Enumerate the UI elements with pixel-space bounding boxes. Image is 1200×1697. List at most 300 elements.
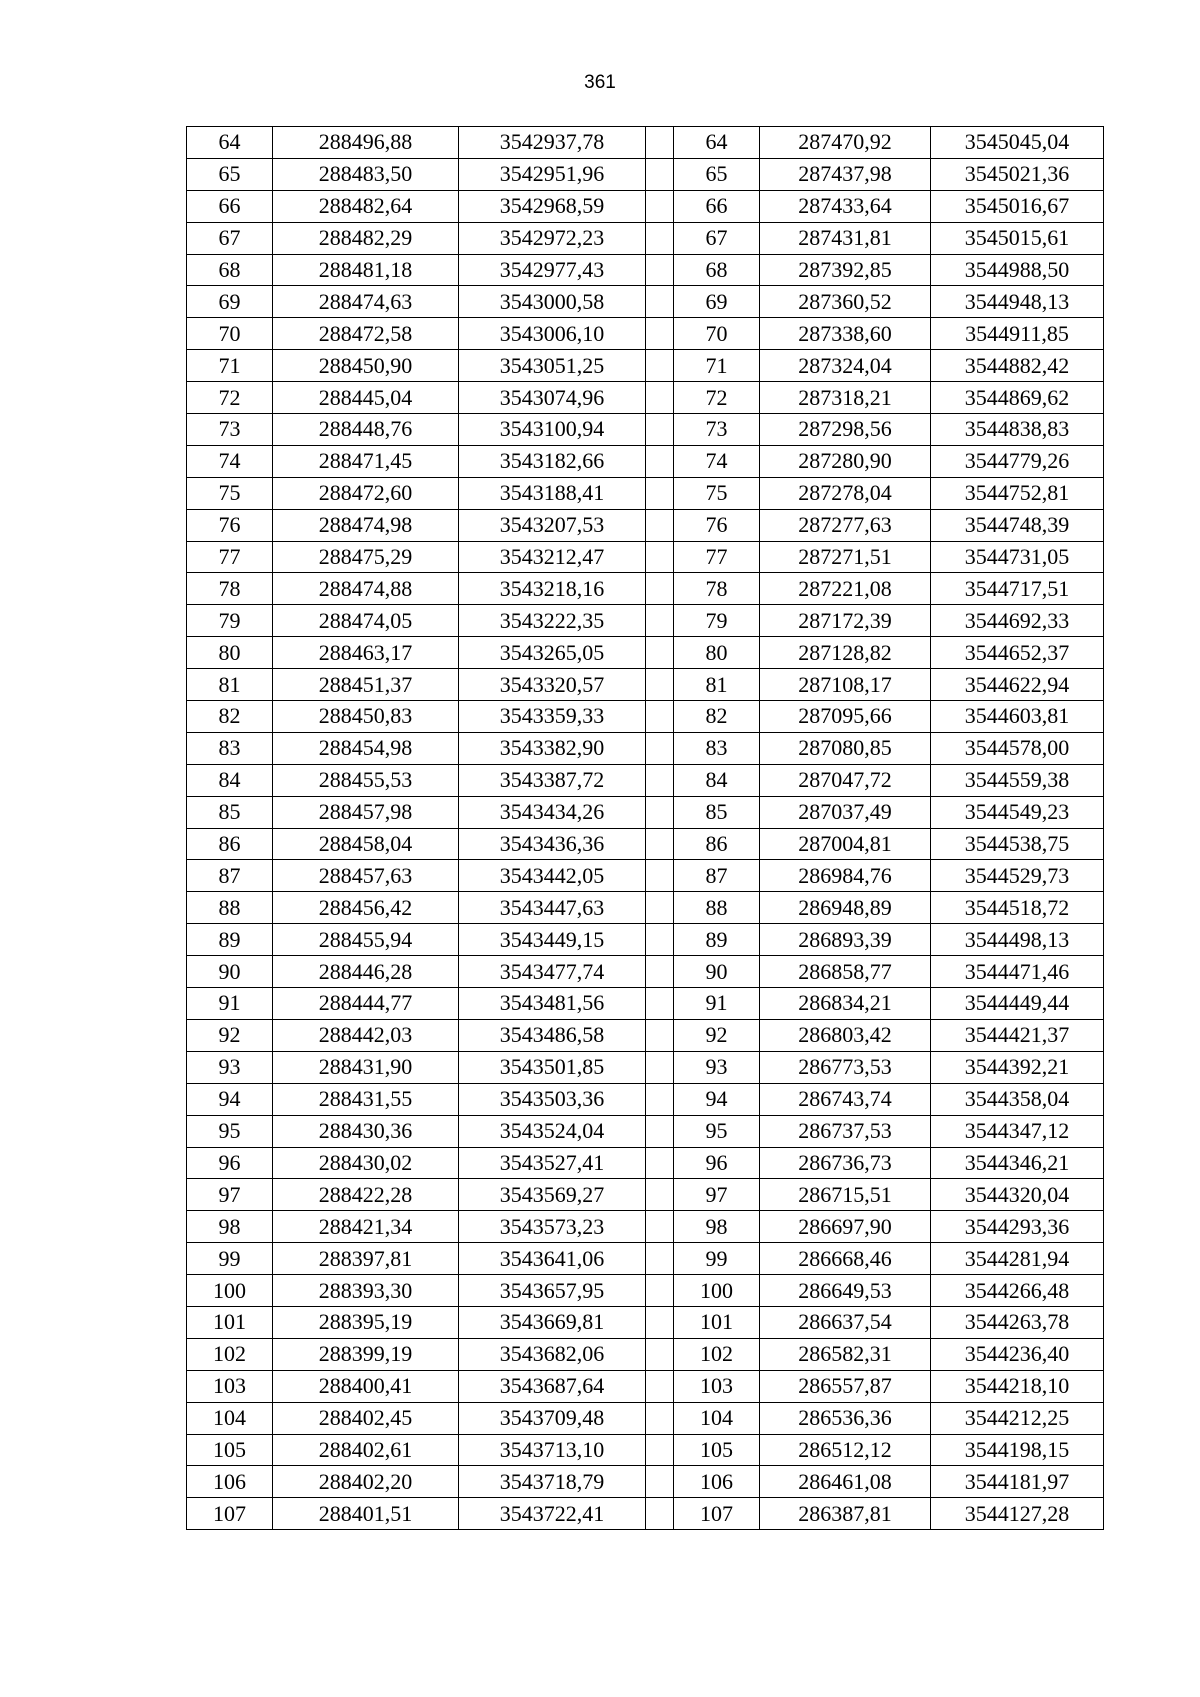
left-point-number-cell: 71 — [187, 350, 273, 382]
right-point-number-cell: 87 — [674, 860, 760, 892]
right-x-coordinate-cell: 286536,36 — [760, 1402, 931, 1434]
right-x-coordinate-cell: 287318,21 — [760, 382, 931, 414]
left-y-coordinate-cell: 3543722,41 — [459, 1498, 646, 1530]
right-y-coordinate-cell: 3545015,61 — [931, 222, 1104, 254]
right-y-coordinate-cell: 3544882,42 — [931, 350, 1104, 382]
right-point-number-cell: 76 — [674, 509, 760, 541]
right-y-coordinate-cell: 3544549,23 — [931, 796, 1104, 828]
left-x-coordinate-cell: 288395,19 — [273, 1306, 459, 1338]
right-x-coordinate-cell: 286387,81 — [760, 1498, 931, 1530]
left-point-number-cell: 76 — [187, 509, 273, 541]
left-point-number-cell: 65 — [187, 158, 273, 190]
separator-cell — [646, 637, 674, 669]
right-x-coordinate-cell: 287278,04 — [760, 477, 931, 509]
right-y-coordinate-cell: 3544293,36 — [931, 1211, 1104, 1243]
left-y-coordinate-cell: 3543212,47 — [459, 541, 646, 573]
right-y-coordinate-cell: 3544988,50 — [931, 254, 1104, 286]
right-point-number-cell: 99 — [674, 1243, 760, 1275]
right-point-number-cell: 75 — [674, 477, 760, 509]
left-x-coordinate-cell: 288455,94 — [273, 924, 459, 956]
right-y-coordinate-cell: 3544559,38 — [931, 764, 1104, 796]
table-row — [187, 892, 1104, 924]
separator-cell — [646, 1243, 674, 1275]
right-y-coordinate-cell: 3544911,85 — [931, 318, 1104, 350]
right-y-coordinate-cell: 3544198,15 — [931, 1434, 1104, 1466]
left-y-coordinate-cell: 3543524,04 — [459, 1115, 646, 1147]
table-row — [187, 318, 1104, 350]
right-y-coordinate-cell: 3545021,36 — [931, 158, 1104, 190]
right-y-coordinate-cell: 3545016,67 — [931, 190, 1104, 222]
right-x-coordinate-cell: 286773,53 — [760, 1051, 931, 1083]
separator-cell — [646, 573, 674, 605]
left-point-number-cell: 82 — [187, 701, 273, 733]
left-x-coordinate-cell: 288475,29 — [273, 541, 459, 573]
left-y-coordinate-cell: 3543527,41 — [459, 1147, 646, 1179]
right-point-number-cell: 83 — [674, 732, 760, 764]
separator-cell — [646, 1466, 674, 1498]
right-x-coordinate-cell: 287433,64 — [760, 190, 931, 222]
table-row — [187, 1211, 1104, 1243]
left-y-coordinate-cell: 3543218,16 — [459, 573, 646, 605]
right-x-coordinate-cell: 287095,66 — [760, 701, 931, 733]
left-x-coordinate-cell: 288393,30 — [273, 1275, 459, 1307]
right-y-coordinate-cell: 3544692,33 — [931, 605, 1104, 637]
right-y-coordinate-cell: 3544212,25 — [931, 1402, 1104, 1434]
right-point-number-cell: 86 — [674, 828, 760, 860]
left-point-number-cell: 75 — [187, 477, 273, 509]
left-x-coordinate-cell: 288450,83 — [273, 701, 459, 733]
right-point-number-cell: 93 — [674, 1051, 760, 1083]
right-y-coordinate-cell: 3544529,73 — [931, 860, 1104, 892]
left-x-coordinate-cell: 288481,18 — [273, 254, 459, 286]
left-x-coordinate-cell: 288454,98 — [273, 732, 459, 764]
left-point-number-cell: 83 — [187, 732, 273, 764]
left-point-number-cell: 80 — [187, 637, 273, 669]
left-y-coordinate-cell: 3543051,25 — [459, 350, 646, 382]
table-row — [187, 286, 1104, 318]
left-y-coordinate-cell: 3543188,41 — [459, 477, 646, 509]
left-x-coordinate-cell: 288430,02 — [273, 1147, 459, 1179]
table-row — [187, 541, 1104, 573]
right-y-coordinate-cell: 3544127,28 — [931, 1498, 1104, 1530]
table-row — [187, 1498, 1104, 1530]
left-point-number-cell: 104 — [187, 1402, 273, 1434]
right-point-number-cell: 71 — [674, 350, 760, 382]
right-x-coordinate-cell: 287338,60 — [760, 318, 931, 350]
left-point-number-cell: 88 — [187, 892, 273, 924]
left-y-coordinate-cell: 3542951,96 — [459, 158, 646, 190]
left-point-number-cell: 73 — [187, 414, 273, 446]
right-x-coordinate-cell: 286649,53 — [760, 1275, 931, 1307]
separator-cell — [646, 1083, 674, 1115]
separator-cell — [646, 190, 674, 222]
right-x-coordinate-cell: 287437,98 — [760, 158, 931, 190]
left-point-number-cell: 97 — [187, 1179, 273, 1211]
left-x-coordinate-cell: 288450,90 — [273, 350, 459, 382]
left-point-number-cell: 64 — [187, 127, 273, 159]
left-point-number-cell: 81 — [187, 669, 273, 701]
left-y-coordinate-cell: 3543709,48 — [459, 1402, 646, 1434]
right-y-coordinate-cell: 3544652,37 — [931, 637, 1104, 669]
table-row — [187, 158, 1104, 190]
right-point-number-cell: 102 — [674, 1338, 760, 1370]
left-x-coordinate-cell: 288446,28 — [273, 956, 459, 988]
right-point-number-cell: 78 — [674, 573, 760, 605]
left-x-coordinate-cell: 288421,34 — [273, 1211, 459, 1243]
separator-cell — [646, 924, 674, 956]
right-x-coordinate-cell: 287047,72 — [760, 764, 931, 796]
table-row — [187, 350, 1104, 382]
left-point-number-cell: 93 — [187, 1051, 273, 1083]
left-y-coordinate-cell: 3543382,90 — [459, 732, 646, 764]
separator-cell — [646, 1147, 674, 1179]
right-point-number-cell: 74 — [674, 445, 760, 477]
table-row — [187, 860, 1104, 892]
left-y-coordinate-cell: 3543006,10 — [459, 318, 646, 350]
right-point-number-cell: 84 — [674, 764, 760, 796]
right-point-number-cell: 106 — [674, 1466, 760, 1498]
right-x-coordinate-cell: 287080,85 — [760, 732, 931, 764]
left-x-coordinate-cell: 288397,81 — [273, 1243, 459, 1275]
left-x-coordinate-cell: 288474,63 — [273, 286, 459, 318]
left-point-number-cell: 70 — [187, 318, 273, 350]
right-y-coordinate-cell: 3544236,40 — [931, 1338, 1104, 1370]
left-point-number-cell: 106 — [187, 1466, 273, 1498]
right-y-coordinate-cell: 3544471,46 — [931, 956, 1104, 988]
left-y-coordinate-cell: 3542937,78 — [459, 127, 646, 159]
left-point-number-cell: 66 — [187, 190, 273, 222]
left-point-number-cell: 84 — [187, 764, 273, 796]
left-y-coordinate-cell: 3543573,23 — [459, 1211, 646, 1243]
right-x-coordinate-cell: 286834,21 — [760, 988, 931, 1020]
right-y-coordinate-cell: 3544538,75 — [931, 828, 1104, 860]
left-point-number-cell: 69 — [187, 286, 273, 318]
table-row — [187, 1338, 1104, 1370]
table-row — [187, 477, 1104, 509]
right-y-coordinate-cell: 3544622,94 — [931, 669, 1104, 701]
right-x-coordinate-cell: 287324,04 — [760, 350, 931, 382]
separator-cell — [646, 222, 674, 254]
right-x-coordinate-cell: 287004,81 — [760, 828, 931, 860]
right-point-number-cell: 96 — [674, 1147, 760, 1179]
table-row — [187, 764, 1104, 796]
right-point-number-cell: 94 — [674, 1083, 760, 1115]
right-x-coordinate-cell: 286736,73 — [760, 1147, 931, 1179]
table-row — [187, 1147, 1104, 1179]
right-y-coordinate-cell: 3544498,13 — [931, 924, 1104, 956]
left-x-coordinate-cell: 288402,61 — [273, 1434, 459, 1466]
right-y-coordinate-cell: 3544347,12 — [931, 1115, 1104, 1147]
table-row — [187, 127, 1104, 159]
left-point-number-cell: 74 — [187, 445, 273, 477]
table-row — [187, 796, 1104, 828]
right-x-coordinate-cell: 286948,89 — [760, 892, 931, 924]
left-x-coordinate-cell: 288474,98 — [273, 509, 459, 541]
separator-cell — [646, 477, 674, 509]
left-point-number-cell: 67 — [187, 222, 273, 254]
left-y-coordinate-cell: 3543207,53 — [459, 509, 646, 541]
left-x-coordinate-cell: 288458,04 — [273, 828, 459, 860]
right-y-coordinate-cell: 3544281,94 — [931, 1243, 1104, 1275]
right-x-coordinate-cell: 286697,90 — [760, 1211, 931, 1243]
left-x-coordinate-cell: 288474,05 — [273, 605, 459, 637]
table-row — [187, 222, 1104, 254]
left-y-coordinate-cell: 3543387,72 — [459, 764, 646, 796]
table-row — [187, 637, 1104, 669]
right-x-coordinate-cell: 287392,85 — [760, 254, 931, 286]
separator-cell — [646, 669, 674, 701]
separator-cell — [646, 1434, 674, 1466]
right-x-coordinate-cell: 287128,82 — [760, 637, 931, 669]
left-y-coordinate-cell: 3543222,35 — [459, 605, 646, 637]
left-x-coordinate-cell: 288472,60 — [273, 477, 459, 509]
left-y-coordinate-cell: 3543486,58 — [459, 1019, 646, 1051]
table-row — [187, 1370, 1104, 1402]
left-y-coordinate-cell: 3543641,06 — [459, 1243, 646, 1275]
right-x-coordinate-cell: 287360,52 — [760, 286, 931, 318]
right-point-number-cell: 100 — [674, 1275, 760, 1307]
left-point-number-cell: 105 — [187, 1434, 273, 1466]
left-x-coordinate-cell: 288444,77 — [273, 988, 459, 1020]
left-x-coordinate-cell: 288456,42 — [273, 892, 459, 924]
left-y-coordinate-cell: 3543687,64 — [459, 1370, 646, 1402]
right-y-coordinate-cell: 3544421,37 — [931, 1019, 1104, 1051]
left-point-number-cell: 78 — [187, 573, 273, 605]
left-point-number-cell: 90 — [187, 956, 273, 988]
right-y-coordinate-cell: 3544346,21 — [931, 1147, 1104, 1179]
table-row — [187, 1243, 1104, 1275]
left-x-coordinate-cell: 288463,17 — [273, 637, 459, 669]
left-y-coordinate-cell: 3543265,05 — [459, 637, 646, 669]
separator-cell — [646, 860, 674, 892]
left-x-coordinate-cell: 288496,88 — [273, 127, 459, 159]
right-point-number-cell: 98 — [674, 1211, 760, 1243]
right-y-coordinate-cell: 3544181,97 — [931, 1466, 1104, 1498]
left-point-number-cell: 103 — [187, 1370, 273, 1402]
right-point-number-cell: 97 — [674, 1179, 760, 1211]
right-point-number-cell: 68 — [674, 254, 760, 286]
left-x-coordinate-cell: 288442,03 — [273, 1019, 459, 1051]
left-y-coordinate-cell: 3542977,43 — [459, 254, 646, 286]
left-point-number-cell: 79 — [187, 605, 273, 637]
left-point-number-cell: 95 — [187, 1115, 273, 1147]
left-y-coordinate-cell: 3543447,63 — [459, 892, 646, 924]
separator-cell — [646, 1275, 674, 1307]
left-y-coordinate-cell: 3543669,81 — [459, 1306, 646, 1338]
left-x-coordinate-cell: 288399,19 — [273, 1338, 459, 1370]
left-x-coordinate-cell: 288472,58 — [273, 318, 459, 350]
table-row — [187, 1434, 1104, 1466]
right-x-coordinate-cell: 286637,54 — [760, 1306, 931, 1338]
right-x-coordinate-cell: 287298,56 — [760, 414, 931, 446]
right-y-coordinate-cell: 3544717,51 — [931, 573, 1104, 605]
left-y-coordinate-cell: 3543713,10 — [459, 1434, 646, 1466]
right-y-coordinate-cell: 3544266,48 — [931, 1275, 1104, 1307]
table-row — [187, 1306, 1104, 1338]
left-y-coordinate-cell: 3543657,95 — [459, 1275, 646, 1307]
left-y-coordinate-cell: 3543434,26 — [459, 796, 646, 828]
right-x-coordinate-cell: 286512,12 — [760, 1434, 931, 1466]
right-point-number-cell: 104 — [674, 1402, 760, 1434]
right-y-coordinate-cell: 3544748,39 — [931, 509, 1104, 541]
page-number: 361 — [584, 72, 616, 93]
left-point-number-cell: 87 — [187, 860, 273, 892]
left-x-coordinate-cell: 288457,98 — [273, 796, 459, 828]
right-y-coordinate-cell: 3544358,04 — [931, 1083, 1104, 1115]
right-point-number-cell: 70 — [674, 318, 760, 350]
right-x-coordinate-cell: 287221,08 — [760, 573, 931, 605]
table-row — [187, 1179, 1104, 1211]
left-x-coordinate-cell: 288482,64 — [273, 190, 459, 222]
left-y-coordinate-cell: 3543477,74 — [459, 956, 646, 988]
right-y-coordinate-cell: 3544218,10 — [931, 1370, 1104, 1402]
separator-cell — [646, 286, 674, 318]
right-point-number-cell: 105 — [674, 1434, 760, 1466]
right-x-coordinate-cell: 287431,81 — [760, 222, 931, 254]
left-x-coordinate-cell: 288431,55 — [273, 1083, 459, 1115]
left-y-coordinate-cell: 3543182,66 — [459, 445, 646, 477]
right-point-number-cell: 77 — [674, 541, 760, 573]
right-y-coordinate-cell: 3544518,72 — [931, 892, 1104, 924]
separator-cell — [646, 127, 674, 159]
table-row — [187, 1402, 1104, 1434]
left-point-number-cell: 98 — [187, 1211, 273, 1243]
table-row — [187, 732, 1104, 764]
right-y-coordinate-cell: 3544948,13 — [931, 286, 1104, 318]
separator-cell — [646, 764, 674, 796]
left-point-number-cell: 72 — [187, 382, 273, 414]
right-x-coordinate-cell: 286737,53 — [760, 1115, 931, 1147]
table-row — [187, 509, 1104, 541]
right-y-coordinate-cell: 3544731,05 — [931, 541, 1104, 573]
table-row — [187, 1083, 1104, 1115]
right-x-coordinate-cell: 287037,49 — [760, 796, 931, 828]
left-x-coordinate-cell: 288451,37 — [273, 669, 459, 701]
right-point-number-cell: 66 — [674, 190, 760, 222]
separator-cell — [646, 1306, 674, 1338]
right-x-coordinate-cell: 286858,77 — [760, 956, 931, 988]
right-x-coordinate-cell: 287277,63 — [760, 509, 931, 541]
table-row — [187, 1275, 1104, 1307]
left-y-coordinate-cell: 3543501,85 — [459, 1051, 646, 1083]
left-x-coordinate-cell: 288455,53 — [273, 764, 459, 796]
right-point-number-cell: 67 — [674, 222, 760, 254]
separator-cell — [646, 509, 674, 541]
table-row — [187, 1051, 1104, 1083]
separator-cell — [646, 350, 674, 382]
right-y-coordinate-cell: 3544869,62 — [931, 382, 1104, 414]
right-point-number-cell: 80 — [674, 637, 760, 669]
separator-cell — [646, 1019, 674, 1051]
left-y-coordinate-cell: 3543320,57 — [459, 669, 646, 701]
right-x-coordinate-cell: 286668,46 — [760, 1243, 931, 1275]
left-x-coordinate-cell: 288400,41 — [273, 1370, 459, 1402]
left-x-coordinate-cell: 288402,20 — [273, 1466, 459, 1498]
left-point-number-cell: 96 — [187, 1147, 273, 1179]
separator-cell — [646, 445, 674, 477]
right-point-number-cell: 65 — [674, 158, 760, 190]
right-point-number-cell: 107 — [674, 1498, 760, 1530]
left-y-coordinate-cell: 3543481,56 — [459, 988, 646, 1020]
right-y-coordinate-cell: 3544578,00 — [931, 732, 1104, 764]
right-point-number-cell: 88 — [674, 892, 760, 924]
right-y-coordinate-cell: 3545045,04 — [931, 127, 1104, 159]
left-y-coordinate-cell: 3543100,94 — [459, 414, 646, 446]
coordinates-table-body — [187, 127, 1104, 1530]
left-point-number-cell: 100 — [187, 1275, 273, 1307]
table-row — [187, 573, 1104, 605]
separator-cell — [646, 1051, 674, 1083]
table-row — [187, 382, 1104, 414]
table-row — [187, 414, 1104, 446]
left-x-coordinate-cell: 288474,88 — [273, 573, 459, 605]
left-point-number-cell: 101 — [187, 1306, 273, 1338]
separator-cell — [646, 956, 674, 988]
left-y-coordinate-cell: 3543074,96 — [459, 382, 646, 414]
left-point-number-cell: 91 — [187, 988, 273, 1020]
separator-cell — [646, 796, 674, 828]
separator-cell — [646, 414, 674, 446]
left-point-number-cell: 107 — [187, 1498, 273, 1530]
separator-cell — [646, 1402, 674, 1434]
right-point-number-cell: 72 — [674, 382, 760, 414]
table-row — [187, 445, 1104, 477]
left-y-coordinate-cell: 3542972,23 — [459, 222, 646, 254]
table-row — [187, 701, 1104, 733]
left-y-coordinate-cell: 3543442,05 — [459, 860, 646, 892]
left-y-coordinate-cell: 3543436,36 — [459, 828, 646, 860]
table-row — [187, 956, 1104, 988]
right-x-coordinate-cell: 286557,87 — [760, 1370, 931, 1402]
left-x-coordinate-cell: 288457,63 — [273, 860, 459, 892]
right-x-coordinate-cell: 286715,51 — [760, 1179, 931, 1211]
left-x-coordinate-cell: 288430,36 — [273, 1115, 459, 1147]
separator-cell — [646, 541, 674, 573]
right-point-number-cell: 64 — [674, 127, 760, 159]
left-x-coordinate-cell: 288482,29 — [273, 222, 459, 254]
separator-cell — [646, 892, 674, 924]
separator-cell — [646, 1115, 674, 1147]
left-y-coordinate-cell: 3543449,15 — [459, 924, 646, 956]
right-point-number-cell: 101 — [674, 1306, 760, 1338]
right-point-number-cell: 91 — [674, 988, 760, 1020]
right-x-coordinate-cell: 287108,17 — [760, 669, 931, 701]
right-x-coordinate-cell: 287470,92 — [760, 127, 931, 159]
separator-cell — [646, 158, 674, 190]
right-y-coordinate-cell: 3544603,81 — [931, 701, 1104, 733]
right-point-number-cell: 95 — [674, 1115, 760, 1147]
right-point-number-cell: 82 — [674, 701, 760, 733]
left-x-coordinate-cell: 288471,45 — [273, 445, 459, 477]
table-row — [187, 669, 1104, 701]
right-y-coordinate-cell: 3544392,21 — [931, 1051, 1104, 1083]
separator-cell — [646, 701, 674, 733]
separator-cell — [646, 1498, 674, 1530]
separator-cell — [646, 318, 674, 350]
separator-cell — [646, 605, 674, 637]
left-y-coordinate-cell: 3543359,33 — [459, 701, 646, 733]
left-y-coordinate-cell: 3543000,58 — [459, 286, 646, 318]
table-row — [187, 924, 1104, 956]
separator-cell — [646, 1370, 674, 1402]
table-row — [187, 988, 1104, 1020]
separator-cell — [646, 1211, 674, 1243]
table-row — [187, 254, 1104, 286]
left-point-number-cell: 89 — [187, 924, 273, 956]
right-x-coordinate-cell: 286582,31 — [760, 1338, 931, 1370]
right-y-coordinate-cell: 3544838,83 — [931, 414, 1104, 446]
right-x-coordinate-cell: 286743,74 — [760, 1083, 931, 1115]
